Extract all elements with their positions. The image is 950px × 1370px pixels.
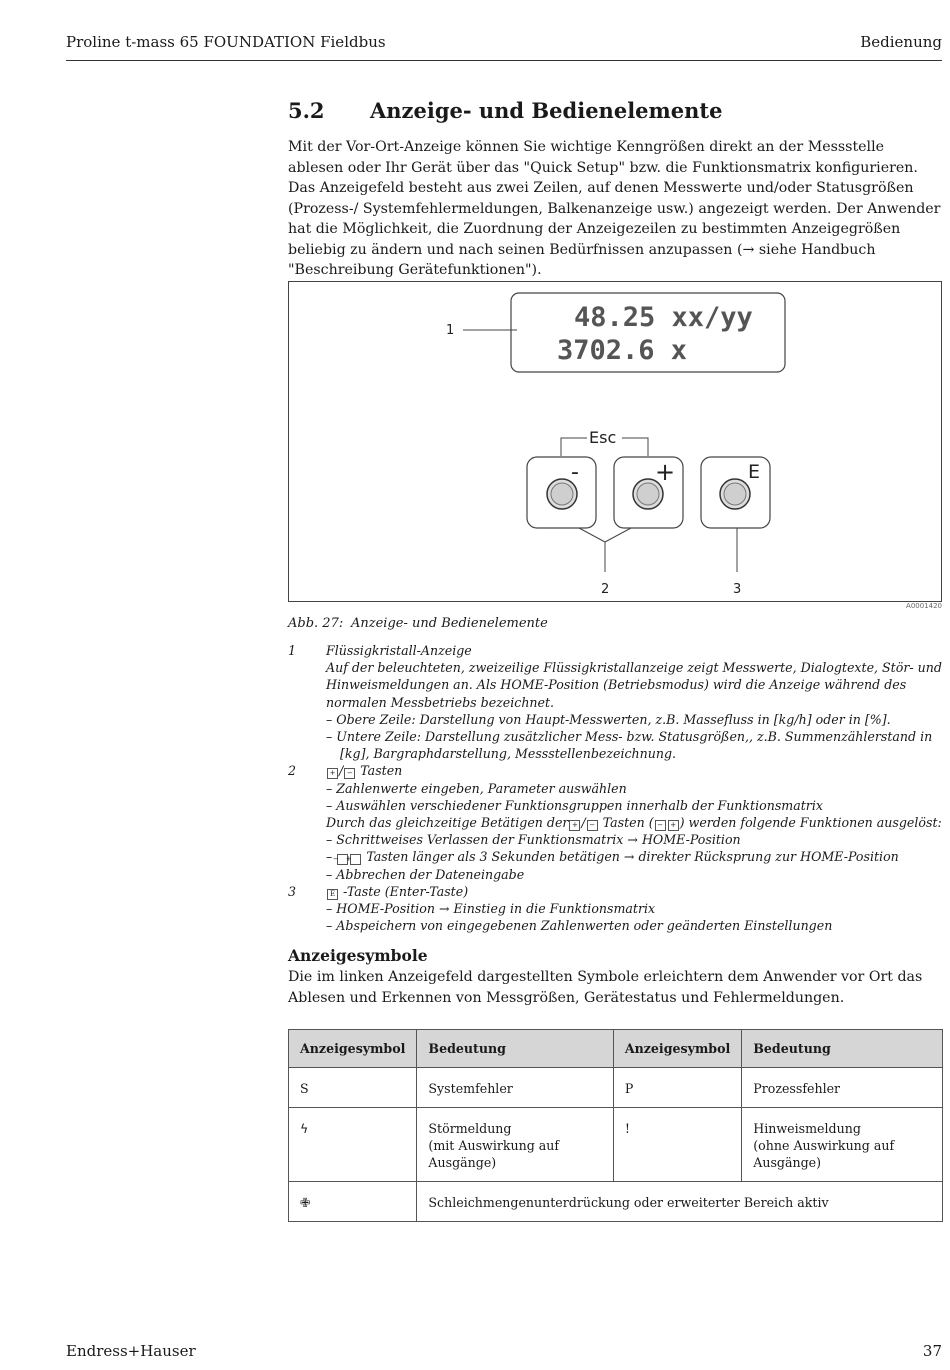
legend-item-2-bullet-1: – Zahlenwerte eingeben, Parameter auswählen (326, 780, 627, 796)
header-section: Bedienung (860, 33, 942, 51)
lcd-line-2: 3702.6 x (557, 335, 688, 366)
caption-label: Abb. 27: (288, 616, 344, 631)
table-header-cell: Anzeigesymbol (613, 1030, 741, 1068)
figure-caption (288, 616, 548, 631)
plus-key-icon: + (350, 854, 361, 865)
callout-2-line-right (605, 528, 631, 542)
table-row (289, 1182, 943, 1222)
enter-key-label: E (748, 461, 761, 483)
esc-bracket-right (622, 438, 648, 456)
legend-item-3-number: 3 (288, 883, 297, 899)
legend-item-2-bullet-5: – Abbrechen der Dateneingabe (326, 866, 525, 882)
symbols-intro: Die im linken Anzeigefeld dargestellten Symbole erleichtern dem Anwender vor Ort das Ablesen und Erkennen von Messgrößen, Gerätestatus und Fehlermeldungen. (288, 969, 923, 1006)
legend-item-1-number: 1 (288, 643, 297, 658)
figure-display-and-controls (288, 281, 942, 602)
legend-item-3-title: E -Taste (Enter-Taste) (326, 883, 943, 900)
callout-2-label: 2 (601, 582, 610, 597)
minus-key-icon: − (587, 820, 598, 831)
plus-key-icon: + (668, 820, 679, 831)
section-intro (288, 137, 943, 281)
legend-item-2-bullet-3: – Schrittweises Verlassen der Funktionsmatrix → HOME-Position (326, 832, 741, 848)
minus-key-icon: − (655, 820, 666, 831)
meaning-cell: Störmeldung (mit Auswirkung auf Ausgänge) (417, 1108, 613, 1182)
table-header-cell: Anzeigesymbol (289, 1030, 417, 1068)
enter-key-icon: E (327, 889, 338, 900)
exclamation-icon: ! (613, 1108, 741, 1182)
legend-item-3-bullet-2: – Abspeichern von eingegebenen Zahlenwerten oder geänderten Einstellungen (326, 918, 833, 934)
callout-2-line-left (579, 528, 605, 542)
plus-key-icon: + (569, 820, 580, 831)
legend-item-3-bullet-1: – HOME-Position → Einstieg in die Funktionsmatrix (326, 901, 656, 917)
symbols-heading: Anzeigesymbole (288, 946, 428, 965)
legend-item-1-title: Flüssigkristall-Anzeige (326, 643, 472, 658)
table-row (289, 1068, 943, 1108)
section-heading (288, 98, 722, 123)
table-header-cell: Bedeutung (742, 1030, 943, 1068)
section-title: Anzeige- und Bedienelemente (370, 98, 723, 123)
plus-key-icon: + (327, 768, 338, 779)
legend-item-2-bullet-2: – Auswählen verschiedener Funktionsgruppen innerhalb der Funktionsmatrix (326, 797, 823, 813)
intro-paragraph-2: Das Anzeigefeld besteht aus zwei Zeilen, auf denen Messwerte und/oder Statusgrößen (Prozess-/ Systemfehlermeldungen, Balkenanzeige usw.) angezeigt werden. Der Anwender hat die Möglichkeit, die Zuordnung der Anzeigezeilen zu bestimmten Anzeigegrößen beliebig zu ändern und nach seinen Bedürfnissen anzupassen (→ siehe Handbuch "Beschreibung Gerätefunktionen"). (288, 180, 941, 278)
legend-item-2-text: Durch das gleichzeitige Betätigen der + / − Tasten ( − + ) werden folgende Funktionen ausgelöst: (326, 815, 942, 831)
meaning-cell: Prozessfehler (742, 1068, 943, 1108)
legend-item-3 (288, 883, 943, 935)
legend-item-2-number: 2 (288, 763, 297, 779)
callout-3-label: 3 (733, 582, 742, 597)
legend-item-1-bullet-2: – Untere Zeile: Darstellung zusätzlicher Mess- bzw. Statusgrößen,, z.B. Summenzählerstand in [kg], Bargraphdarstellung, Messstellenbezeichnung. (326, 729, 933, 762)
page-number: 37 (922, 1342, 942, 1360)
legend-item-2 (288, 762, 943, 882)
table-header-cell: Bedeutung (417, 1030, 613, 1068)
plus-key-label: + (655, 458, 676, 486)
meaning-cell: Systemfehler (417, 1068, 613, 1108)
symbol-cell: P (613, 1068, 741, 1108)
section-number: 5.2 (288, 98, 325, 123)
esc-bracket-left (561, 438, 587, 456)
symbol-cell: S (289, 1068, 417, 1108)
legend-item-1 (288, 642, 943, 762)
callout-1-label: 1 (446, 323, 455, 338)
figure-legend (288, 642, 943, 934)
esc-label: Esc (589, 428, 617, 447)
cross-icon: ✙ (289, 1182, 417, 1222)
lightning-icon: ϟ (289, 1108, 417, 1182)
figure-code: A0001420 (906, 602, 942, 610)
meaning-cell: Hinweismeldung (ohne Auswirkung auf Ausgänge) (742, 1108, 943, 1182)
caption-text: Anzeige- und Bedienelemente (351, 616, 548, 631)
footer-brand: Endress+Hauser (66, 1342, 196, 1360)
device-illustration (289, 282, 943, 603)
lcd-line-1: 48.25 xx/yy (574, 302, 753, 333)
legend-item-2-bullet-4: – − + Tasten länger als 3 Sekunden betätigen → direkter Rücksprung zur HOME-Position (326, 849, 899, 865)
meaning-cell: Schleichmengenunterdrückung oder erweiterter Bereich aktiv (417, 1182, 943, 1222)
symbols-table (288, 1029, 943, 1222)
header-rule (66, 60, 942, 61)
legend-item-2-title: + / − Tasten (326, 762, 943, 779)
legend-item-1-bullet-1: – Obere Zeile: Darstellung von Haupt-Messwerten, z.B. Massefluss in [kg/h] oder in [%]. (326, 711, 891, 727)
minus-key-label: - (571, 460, 579, 485)
table-header-row (289, 1030, 943, 1068)
minus-key-icon: − (337, 854, 348, 865)
table-row (289, 1108, 943, 1182)
legend-item-1-text: Auf der beleuchteten, zweizeilige Flüssigkristallanzeige zeigt Messwerte, Dialogtexte, Stör- und Hinweismeldungen an. Als HOME-Position (Betriebsmodus) wird die Anzeige während des normalen Messbetriebs bezeichnet. (326, 660, 942, 710)
intro-paragraph-1: Mit der Vor-Ort-Anzeige können Sie wichtige Kenngrößen direkt an der Messstelle ablesen oder Ihr Gerät über das "Quick Setup" bzw. die Funktionsmatrix konfigurieren. (288, 139, 918, 176)
minus-key-icon: − (344, 768, 355, 779)
header-title: Proline t-mass 65 FOUNDATION Fieldbus (66, 33, 386, 51)
